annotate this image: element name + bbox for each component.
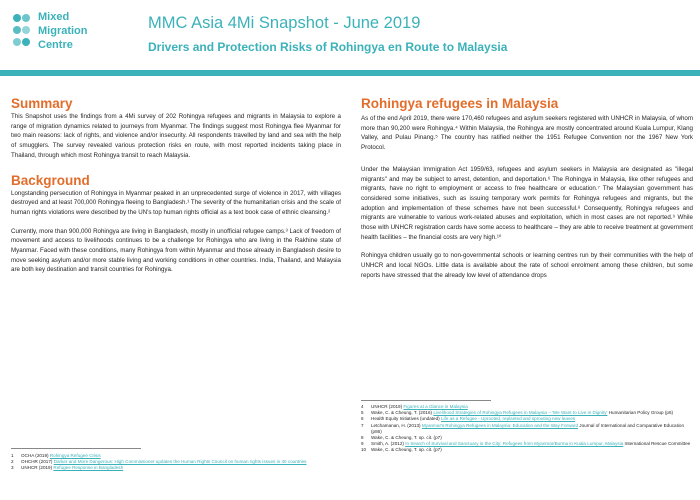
right-column [361,96,693,290]
footnote-divider-left [11,448,141,449]
footnote-number: 9 [361,441,364,447]
page-subtitle: Drivers and Protection Risks of Rohingya en Route to Malaysia [148,40,508,54]
logo-line-2: Migration [38,25,88,37]
footnote-source: Wake, C. & Cheung, T. (2016) [371,410,434,416]
footnote-link[interactable]: Life as a Refugee - Uprooted, replanted and sprouting new leaves [440,416,576,422]
malaysia-heading: Rohingya refugees in Malaysia [361,96,559,111]
footnote-link[interactable]: Myanmar's Rohingya Refugees in Malaysia: Education and the Way Forward [421,422,579,428]
footnote-source: Smith, A. (2012) [371,441,406,447]
footnote-number: 1 [11,453,14,458]
footnote-source: Letchamanan, H. (2013) [371,422,422,428]
footnote-source: UNHCR (2019) [21,465,54,471]
footnote-number: 8 [361,435,364,441]
footnote-source: Wake, C. & Cheung, T. op. cit. (p7) [371,435,442,441]
footnote-link[interactable]: Rohingya Refugee Crisis [49,453,101,458]
footnote-source: OCHA (2019) [21,453,50,458]
background-paragraph-1: Longstanding persecution of Rohingya in Myanmar peaked in an unprecedented surge of violence in 2017, with villages destroyed and at least 700,000 Rohingya fleeing to Bangladesh.¹ The severity of the humanitarian crisis and the scale of human rights violations were described by the UN's top human rights official as a text book case of ethnic cleansing.² [11,189,341,216]
footnote-source: Health Equity Initiatives (undated) [371,416,441,422]
footnotes-right [361,404,693,454]
footnote-link[interactable]: Figures at a Glance in Malaysia [403,404,468,409]
footnote-link[interactable]: Darker and More Dangerous: High Commissioner updates the Human Rights Council on human rights issues in 40 countries [53,459,307,465]
summary-heading: Summary [11,96,73,111]
footnotes-left [11,453,341,472]
footnote-link[interactable]: Livelihood Strategies of Rohingya Refugees in Malaysia – 'We Want to Live in Dignity' [433,410,608,416]
footnote [361,447,693,453]
summary-paragraph: This Snapshot uses the findings from a 4Mi survey of 202 Rohingya refugees and migrants in Malaysia to explore a range of migration dynamics related to journeys from Myanmar. The findings suggest most Rohingya flee Myanmar for two main reasons: lack of rights, and violence and/or insecurity. All respondents travelled by land and sea with the help of smugglers. The survey revealed various protection risks en route, with most reported incidents taking place in Thailand, through which most Rohingya transit to reach Malaysia. [11,113,341,159]
footnote-source: OHCHR (2017) [21,459,54,465]
logo-line-1: Mixed [38,11,70,23]
malaysia-paragraph-1: As of the end April 2019, there were 170,460 refugees and asylum seekers registered with UNHCR in Malaysia, of whom more than 90,200 were Rohingya.⁴ Within Malaysia, the Rohingya are mostly concentrated around Kuala Lumpur, Klang Valley, and Pulau Pinang.⁵ The country has ratified neither the 1951 Refugee Convention nor the 1967 New York Protocol. [361,115,693,152]
footnote-divider-right [361,400,491,401]
footnote-number: 6 [361,416,364,422]
logo-line-3: Centre [38,39,73,51]
footnote-suffix: Journal of International and Comparative Education (p86) [371,422,685,434]
footnote-suffix: International Rescue Committee [623,441,691,447]
malaysia-paragraph-3: Rohingya children usually go to non-governmental schools or learning centres run by their communities with the help of UNHCR and local NGOs. Little data is available about the rate of school enrolment among these children, but some reports have stressed that the already low level of attendance drops [361,252,693,279]
footnote [11,465,341,471]
page-title: MMC Asia 4Mi Snapshot - June 2019 [148,14,421,32]
background-paragraph-2: Currently, more than 900,000 Rohingya are living in Bangladesh, mostly in unofficial refugee camps.³ Lack of freedom of movement and access to livelihoods continues to be a challenge for Rohingya who are living in the Rakhine state of Myanmar. Faced with these conditions, many Rohingya from within Myanmar and those already in Bangladesh desire to move seeking asylum and/or more stable living and working conditions in other countries. India, Thailand, and Malaysia are both key destination and transit countries for Rohingya. [11,227,341,274]
left-column [11,96,341,284]
footnote [361,423,693,435]
footnote-number: 4 [361,404,364,409]
background-heading: Background [11,172,90,188]
footnote-number: 10 [361,447,367,453]
footnote-link[interactable]: Refugee Response in Bangladesh [53,465,124,471]
footnote-number: 2 [11,459,14,465]
footnote-suffix: Humanitarian Policy Group (p6) [607,410,674,416]
mmc-logo-mark-icon [8,12,34,48]
mmc-logo[interactable] [8,10,128,54]
logo-wordmark [38,10,88,52]
footnote-number: 3 [11,465,14,471]
footnote-link[interactable]: In Search of Survival and Sanctuary in the City: Refugees from Myanmar/Burma in Kuala Lumpur, Malaysia [405,441,624,447]
footnote-number: 7 [361,422,364,428]
footnote-source: UNHCR (2019) [371,404,404,409]
header-divider [0,70,700,76]
malaysia-paragraph-2: Under the Malaysian Immigration Act 1959/63, refugees and asylum seekers in Malaysia are designated as "illegal migrants" and may be subject to arrest, detention, and deportation.⁶ The Rohingya in Malaysia, like other refugees and migrants, have no right to employment or access to free healthcare or education.⁷ The Malaysian government has considered some initiatives, such as issuing temporary work permits for Rohingya refugees and migrants, but the adoption and implementation of these schemes have not been successful.⁸ Consequently, Rohingya refugees and migrants are vulnerable to various work-related abuses and exploitation, which in most cases are not reported.⁹ While those with UNHCR registration cards have some access to healthcare – they are able to receive treatment at government health facilities – the financial costs are very high.¹⁰ [361,165,693,241]
footnote-number: 5 [361,410,364,416]
footnote-source: Wake, C. & Cheung, T. op. cit. (p7) [371,447,442,453]
